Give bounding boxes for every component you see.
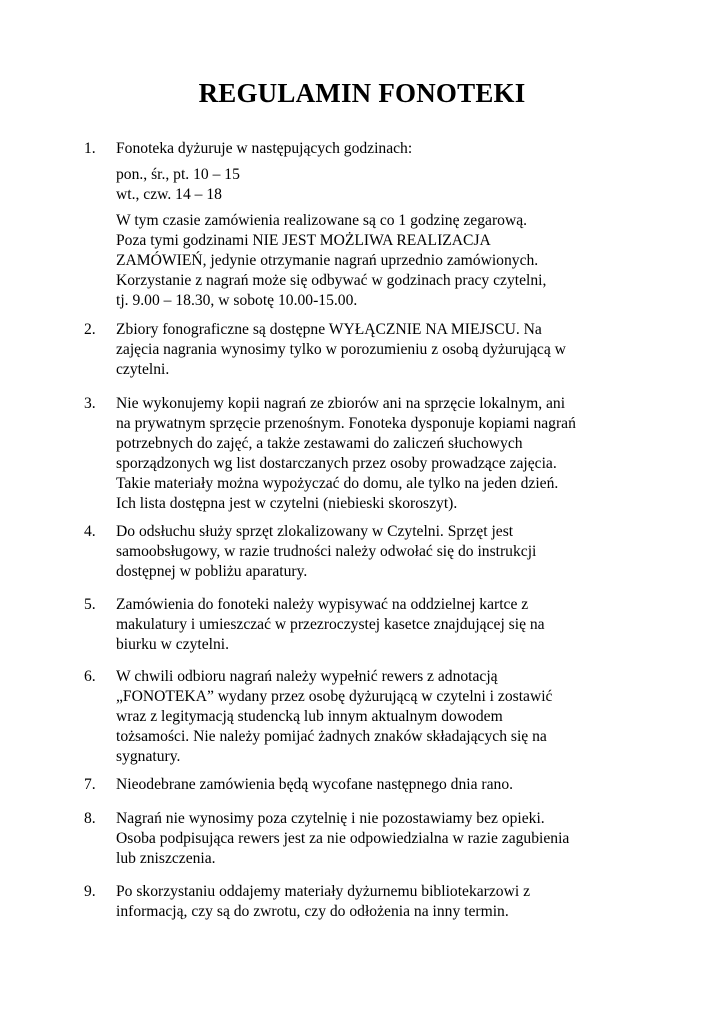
rule-number: 5. (84, 596, 96, 613)
rule-text (116, 522, 661, 582)
rule-line: wt., czw. 14 – 18 (116, 186, 222, 203)
rule-number: 9. (84, 883, 96, 900)
rule-line: „FONOTEKA” wydany przez osobę dyżurującą w czytelni i zostawić (116, 688, 553, 705)
rule-line: tj. 9.00 – 18.30, w sobotę 10.00-15.00. (116, 292, 358, 309)
rule-line: czytelni. (116, 361, 170, 378)
rule-text (116, 320, 661, 380)
rule-number: 2. (84, 321, 96, 338)
rule-text (116, 882, 661, 922)
rule-line: Do odsłuchu służy sprzęt zlokalizowany w Czytelni. Sprzęt jest (116, 523, 514, 540)
rule-line: lub zniszczenia. (116, 850, 216, 867)
rule-line: Ich lista dostępna jest w czytelni (niebieski skoroszyt). (116, 495, 458, 512)
rule-line: ZAMÓWIEŃ, jedynie otrzymanie nagrań uprzednio zamówionych. (116, 252, 539, 269)
rule-line: Takie materiały można wypożyczać do domu, ale tylko na jeden dzień. (116, 475, 559, 492)
rule-line: dostępnej w pobliżu aparatury. (116, 563, 308, 580)
rule-line: pon., śr., pt. 10 – 15 (116, 166, 240, 183)
rule-line: sporządzonych wg list dostarczanych przez osoby prowadzące zajęcia. (116, 455, 557, 472)
rule-line: samoobsługowy, w razie trudności należy odwołać się do instrukcji (116, 543, 537, 560)
rule-line: Zbiory fonograficzne są dostępne WYŁĄCZNIE NA MIEJSCU. Na (116, 321, 542, 338)
rule-line: Nieodebrane zamówienia będą wycofane następnego dnia rano. (116, 776, 514, 793)
rule-line: informacją, czy są do zwrotu, czy do odłożenia na inny termin. (116, 903, 509, 920)
rule-line: Fonoteka dyżuruje w następujących godzinach: (116, 140, 413, 157)
rule-number: 7. (84, 776, 96, 793)
rule-number: 8. (84, 810, 96, 827)
rule-line: Zamówienia do fonoteki należy wypisywać na oddzielnej kartce z (116, 596, 529, 613)
rule-line: potrzebnych do zajęć, a także zestawami do zaliczeń słuchowych (116, 435, 523, 452)
rule-line: Osoba podpisująca rewers jest za nie odpowiedzialna w razie zagubienia (116, 830, 570, 847)
rule-line: na prywatnym sprzęcie przenośnym. Fonoteka dysponuje kopiami nagrań (116, 415, 576, 432)
rule-line: Nagrań nie wynosimy poza czytelnię i nie pozostawiamy bez opieki. (116, 810, 545, 827)
rule-line: W chwili odbioru nagrań należy wypełnić rewers z adnotacją (116, 668, 498, 685)
rule-text (116, 809, 661, 869)
rule-number: 3. (84, 395, 96, 412)
rule-line: makulatury i umieszczać w przezroczystej kasetce znajdującej się na (116, 616, 545, 633)
rule-line: zajęcia nagrania wynosimy tylko w porozumieniu z osobą dyżurującą w (116, 341, 566, 358)
rule-line: Poza tymi godzinami NIE JEST MOŻLIWA REALIZACJA (116, 232, 491, 249)
rule-line: wraz z legitymacją studencką lub innym aktualnym dowodem (116, 708, 503, 725)
rule-text (116, 394, 661, 514)
rule-line: W tym czasie zamówienia realizowane są co 1 godzinę zegarową. (116, 212, 528, 229)
rule-line: Nie wykonujemy kopii nagrań ze zbiorów ani na sprzęcie lokalnym, ani (116, 395, 566, 412)
page-title: REGULAMIN FONOTEKI (198, 78, 526, 108)
rule-text (116, 775, 661, 795)
rule-number: 1. (84, 140, 96, 157)
rule-line: tożsamości. Nie należy pomijać żadnych znaków składających się na (116, 728, 547, 745)
rule-number: 6. (84, 668, 96, 685)
rule-text (116, 139, 661, 311)
rule-line: Korzystanie z nagrań może się odbywać w godzinach pracy czytelni, (116, 272, 547, 289)
rule-text (116, 595, 661, 655)
rule-line: Po skorzystaniu oddajemy materiały dyżurnemu bibliotekarzowi z (116, 883, 530, 900)
rule-text (116, 667, 661, 767)
rule-line: biurku w czytelni. (116, 636, 230, 653)
rule-line: sygnatury. (116, 748, 181, 765)
rule-number: 4. (84, 523, 96, 540)
